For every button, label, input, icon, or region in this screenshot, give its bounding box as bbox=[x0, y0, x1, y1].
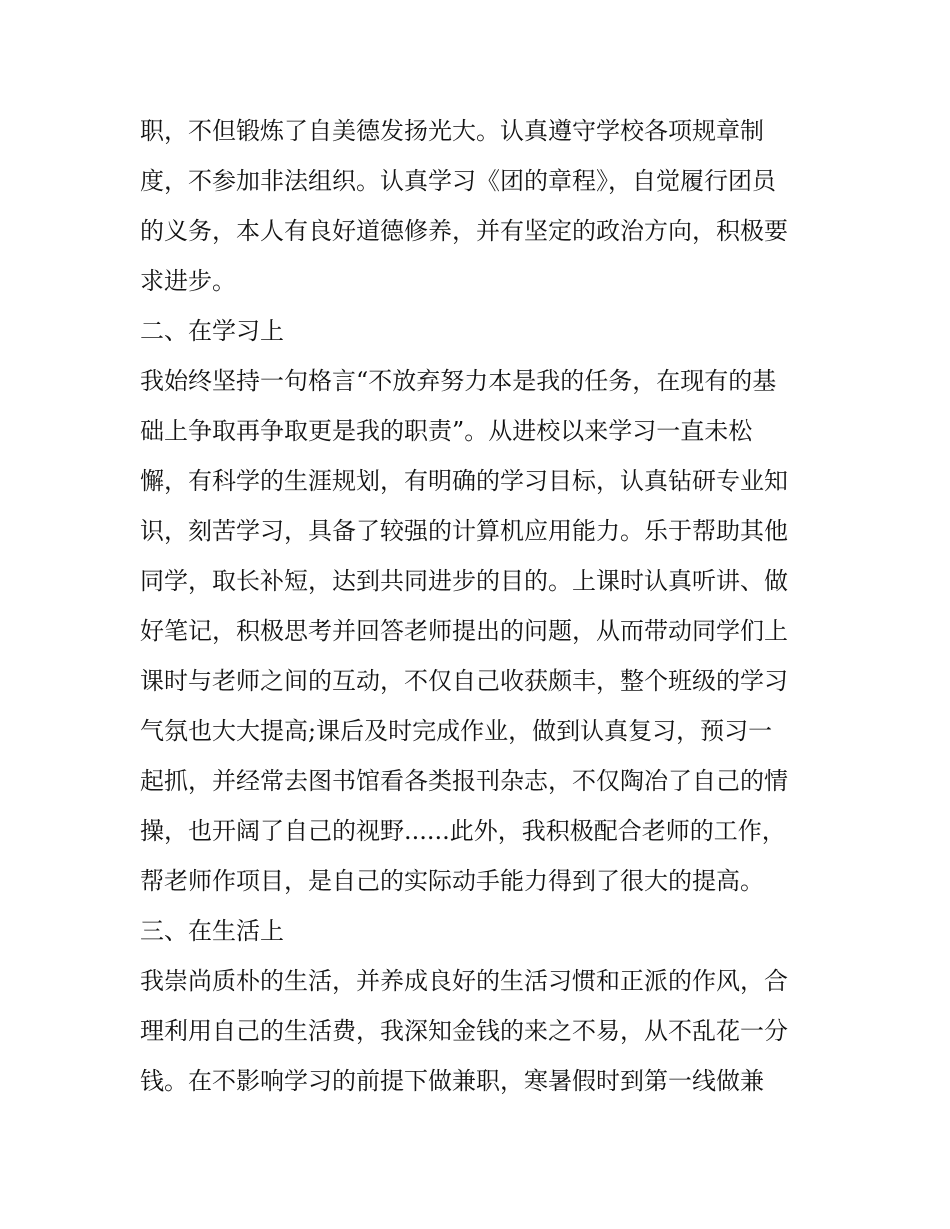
text-line: 同学，取长补短，达到共同进步的目的。上课时认真听讲、做 bbox=[140, 567, 788, 595]
text-line: 操，也开阔了自己的视野......此外，我积极配合老师的工作， bbox=[140, 817, 786, 845]
text-line: 钱。在不影响学习的前提下做兼职，寒暑假时到第一线做兼 bbox=[140, 1067, 764, 1095]
text-line: 课时与老师之间的互动，不仅自己收获颇丰，整个班级的学习 bbox=[140, 667, 788, 695]
text-line: 我始终坚持一句格言“不放弃努力本是我的任务，在现有的基 bbox=[140, 367, 777, 395]
text-line: 度，不参加非法组织。认真学习《团的章程》，自觉履行团员 bbox=[140, 167, 776, 195]
section-heading-life: 三、在生活上 bbox=[140, 917, 284, 945]
text-line: 求进步。 bbox=[140, 267, 236, 295]
body-text bbox=[140, 106, 820, 1106]
text-line: 我崇尚质朴的生活，并养成良好的生活习惯和正派的作风，合 bbox=[140, 967, 788, 995]
text-line: 气氛也大大提高;课后及时完成作业，做到认真复习，预习一 bbox=[140, 717, 773, 745]
text-line: 好笔记，积极思考并回答老师提出的问题，从而带动同学们上 bbox=[140, 617, 788, 645]
text-line: 识，刻苦学习，具备了较强的计算机应用能力。乐于帮助其他 bbox=[140, 517, 788, 545]
text-line: 职，不但锻炼了自美德发扬光大。认真遵守学校各项规章制 bbox=[140, 117, 764, 145]
text-line: 帮老师作项目，是自己的实际动手能力得到了很大的提高。 bbox=[140, 867, 764, 895]
text-line: 理利用自己的生活费，我深知金钱的来之不易，从不乱花一分 bbox=[140, 1017, 788, 1045]
text-line: 起抓，并经常去图书馆看各类报刊杂志，不仅陶冶了自己的情 bbox=[140, 767, 788, 795]
section-heading-study: 二、在学习上 bbox=[140, 317, 284, 345]
text-line: 础上争取再争取更是我的职责”。从进校以来学习一直未松 bbox=[140, 417, 753, 445]
text-line: 懈，有科学的生涯规划，有明确的学习目标，认真钻研专业知 bbox=[140, 467, 788, 495]
text-line: 的义务，本人有良好道德修养，并有坚定的政治方向，积极要 bbox=[140, 217, 788, 245]
